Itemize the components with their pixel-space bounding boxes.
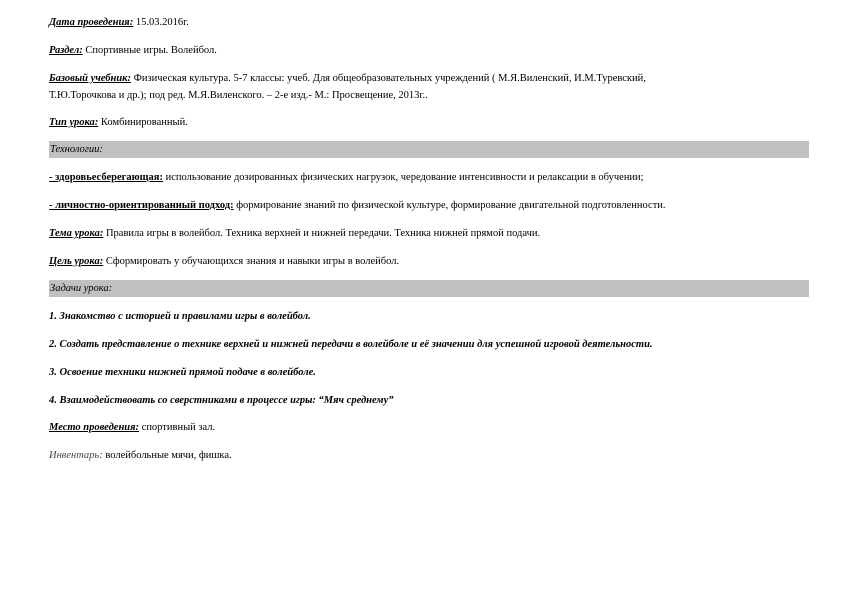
section-row (49, 44, 217, 57)
technologies-header: Технологии: (50, 144, 103, 155)
goal-value: Сформировать у обучающихся знания и навыки игры в волейбол. (103, 256, 400, 267)
place-row (49, 421, 215, 434)
technology-2-label: - личностно-ориентированный подход: (49, 200, 234, 211)
tasks-header: Задачи урока: (50, 283, 113, 294)
inventory-value: волейбольные мячи, фишка. (102, 450, 232, 461)
technology-1-label: - здоровьесберегающая: (49, 172, 163, 183)
lesson-type-value: Комбинированный. (98, 117, 188, 128)
goal-row (49, 255, 399, 268)
date-value: 15.03.2016г. (133, 17, 189, 28)
textbook-value-line1: Физическая культура. 5-7 классы: учеб. Для общеобразовательных учреждений ( М.Я.Виленский, И.М.Туревский, (131, 73, 646, 84)
technology-row-2 (49, 199, 666, 212)
topic-value: Правила игры в волейбол. Техника верхней и нижней передачи. Техника нижней прямой подачи. (103, 228, 541, 239)
task-item-2: 2. Создать представление о технике верхней и нижней передачи в волейболе и её значении для успешной игровой деятельности. (49, 339, 653, 350)
textbook-label: Базовый учебник: (49, 73, 131, 84)
lesson-type-label: Тип урока: (49, 117, 99, 128)
section-value: Спортивные игры. Волейбол. (82, 45, 217, 56)
section-label: Раздел: (49, 45, 83, 56)
textbook-row-continued (49, 89, 428, 102)
topic-label: Тема урока: (49, 228, 104, 239)
task-item-4: 4. Взаимодействовать со сверстниками в процессе игры: “Мяч среднему” (49, 395, 394, 406)
technology-2-value: формирование знаний по физической культуре, формирование двигательной подготовленности. (233, 200, 666, 211)
technology-row-1 (49, 171, 644, 184)
goal-label: Цель урока: (49, 256, 104, 267)
lesson-type-row (49, 116, 188, 129)
inventory-row (49, 449, 232, 462)
technology-1-value: использование дозированных физических нагрузок, чередование интенсивности и релаксации в обучении; (162, 172, 644, 183)
topic-row (49, 227, 540, 240)
date-label: Дата проведения: (49, 17, 134, 28)
place-value: спортивный зал. (139, 422, 216, 433)
inventory-label: Инвентарь: (49, 450, 103, 461)
task-item-1: 1. Знакомство с историей и правилами игры в волейбол. (49, 311, 311, 322)
textbook-row (49, 72, 646, 85)
technologies-header-band (49, 141, 809, 158)
date-row (49, 16, 189, 29)
tasks-header-band (49, 280, 809, 297)
textbook-value-line2: Т.Ю.Торочкова и др.); под ред. М.Я.Виленского. – 2-е изд.- М.: Просвещение, 2013г.. (49, 90, 428, 101)
task-item-3: 3. Освоение техники нижней прямой подаче в волейболе. (49, 367, 316, 378)
place-label: Место проведения: (49, 422, 140, 433)
